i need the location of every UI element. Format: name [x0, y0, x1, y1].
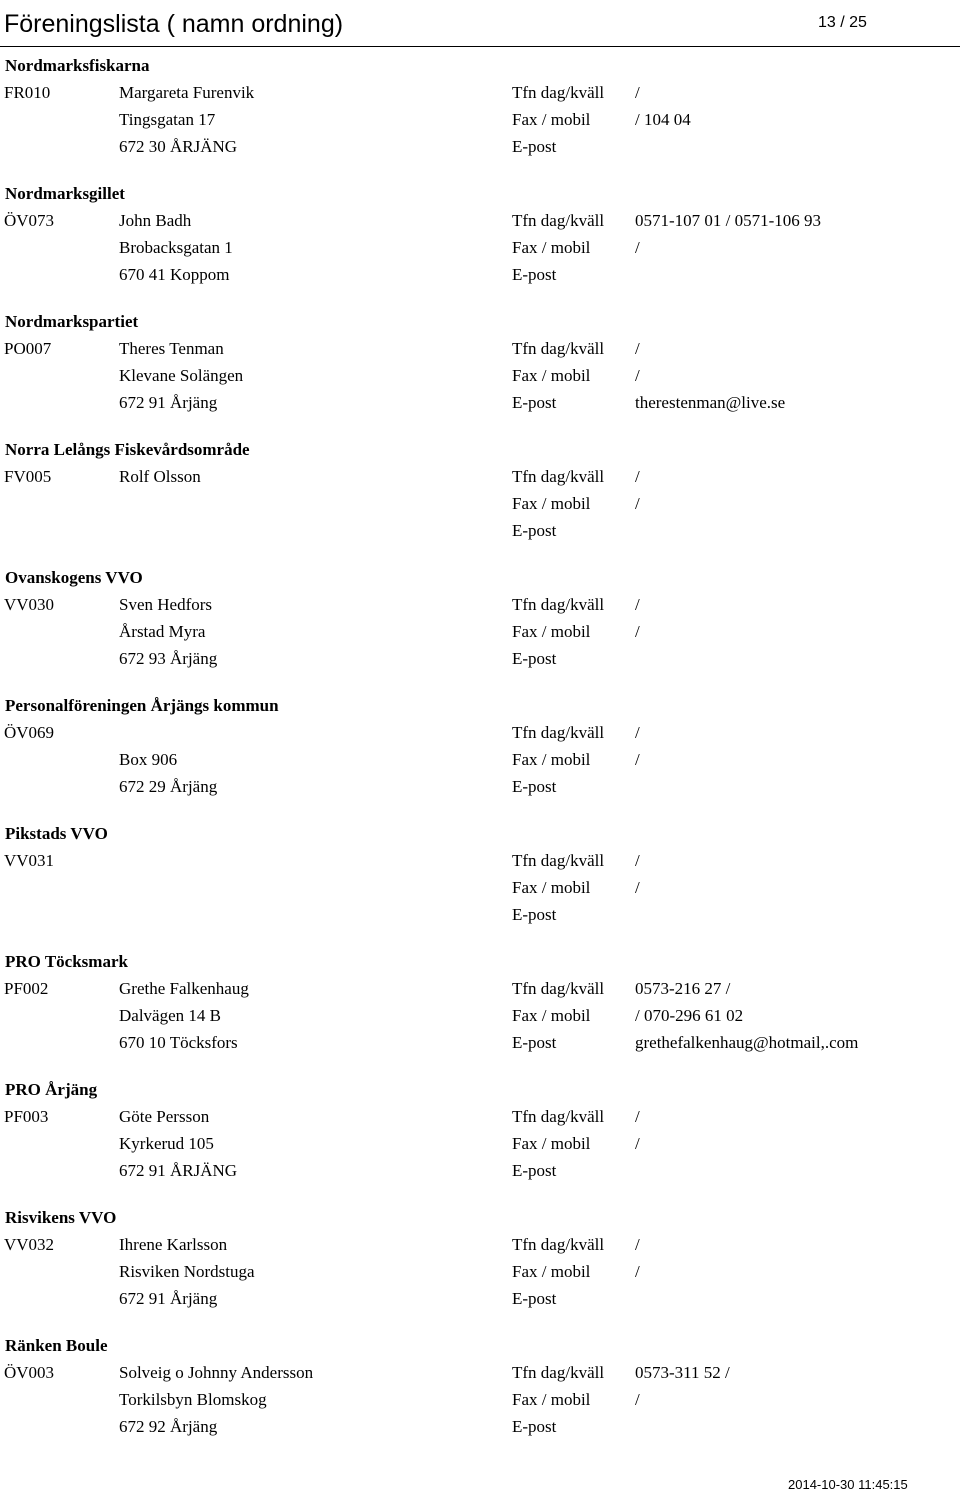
association-list	[0, 53, 960, 1461]
association-entry	[0, 565, 960, 693]
email-label: E-post	[512, 1417, 557, 1436]
phone-label: Tfn dag/kväll	[512, 339, 605, 358]
phone-label: Tfn dag/kväll	[512, 83, 605, 102]
email-label: E-post	[512, 393, 557, 412]
postal-address: 672 29 Årjäng	[119, 777, 218, 796]
fax-label: Fax / mobil	[512, 110, 591, 129]
association-code: VV032	[4, 1235, 55, 1254]
postal-address: 670 41 Koppom	[119, 265, 230, 284]
street-address: Risviken Nordstuga	[119, 1262, 255, 1281]
phone-value: /	[635, 723, 640, 742]
phone-label: Tfn dag/kväll	[512, 467, 605, 486]
phone-label: Tfn dag/kväll	[512, 1363, 605, 1382]
phone-label: Tfn dag/kväll	[512, 851, 605, 870]
fax-label: Fax / mobil	[512, 622, 591, 641]
phone-label: Tfn dag/kväll	[512, 211, 605, 230]
association-name: Personalföreningen Årjängs kommun	[5, 696, 279, 715]
fax-value: /	[635, 622, 640, 641]
contact-name: Ihrene Karlsson	[119, 1235, 228, 1254]
association-code: ÖV069	[4, 723, 55, 742]
street-address: Dalvägen 14 B	[119, 1006, 221, 1025]
association-code: VV031	[4, 851, 55, 870]
association-code: PO007	[4, 339, 52, 358]
postal-address: 670 10 Töcksfors	[119, 1033, 238, 1052]
phone-label: Tfn dag/kväll	[512, 595, 605, 614]
page-title: Föreningslista ( namn ordning)	[4, 10, 344, 38]
phone-label: Tfn dag/kväll	[512, 979, 605, 998]
email-value: therestenman@live.se	[635, 393, 786, 412]
association-entry	[0, 1205, 960, 1333]
phone-value: /	[635, 1235, 640, 1254]
email-value: grethefalkenhaug@hotmail,.com	[635, 1033, 859, 1052]
fax-label: Fax / mobil	[512, 1134, 591, 1153]
association-name: PRO Töcksmark	[5, 952, 128, 971]
association-entry	[0, 1333, 960, 1461]
association-name: PRO Årjäng	[5, 1080, 98, 1099]
association-name: Risvikens VVO	[5, 1208, 117, 1227]
fax-label: Fax / mobil	[512, 366, 591, 385]
contact-name: Margareta Furenvik	[119, 83, 255, 102]
phone-value: /	[635, 851, 640, 870]
contact-name: Sven Hedfors	[119, 595, 213, 614]
phone-value: /	[635, 339, 640, 358]
header-rule	[0, 46, 960, 47]
page-header	[0, 0, 960, 46]
email-label: E-post	[512, 1289, 557, 1308]
street-address: Kyrkerud 105	[119, 1134, 214, 1153]
email-label: E-post	[512, 905, 557, 924]
contact-name: Göte Persson	[119, 1107, 210, 1126]
street-address: Klevane Solängen	[119, 366, 244, 385]
email-label: E-post	[512, 649, 557, 668]
association-entry	[0, 949, 960, 1077]
phone-label: Tfn dag/kväll	[512, 1235, 605, 1254]
fax-value: /	[635, 1390, 640, 1409]
fax-value: / 070-296 61 02	[635, 1006, 744, 1025]
association-entry	[0, 53, 960, 181]
phone-value: /	[635, 1107, 640, 1126]
phone-value: 0573-216 27 /	[635, 979, 731, 998]
association-name: Ränken Boule	[5, 1336, 108, 1355]
contact-name: Grethe Falkenhaug	[119, 979, 249, 998]
association-code: ÖV073	[4, 211, 55, 230]
fax-label: Fax / mobil	[512, 238, 591, 257]
association-entry	[0, 693, 960, 821]
postal-address: 672 30 ÅRJÄNG	[119, 137, 238, 156]
fax-label: Fax / mobil	[512, 1262, 591, 1281]
association-name: Pikstads VVO	[5, 824, 108, 843]
association-name: Ovanskogens VVO	[5, 568, 143, 587]
street-address: Tingsgatan 17	[119, 110, 216, 129]
association-code: PF002	[4, 979, 49, 998]
phone-label: Tfn dag/kväll	[512, 723, 605, 742]
association-name: Nordmarkspartiet	[5, 312, 139, 331]
contact-name: Rolf Olsson	[119, 467, 201, 486]
fax-label: Fax / mobil	[512, 1390, 591, 1409]
phone-value: /	[635, 83, 640, 102]
association-code: ÖV003	[4, 1363, 55, 1382]
phone-label: Tfn dag/kväll	[512, 1107, 605, 1126]
fax-value: /	[635, 750, 640, 769]
association-code: FR010	[4, 83, 51, 102]
email-label: E-post	[512, 137, 557, 156]
fax-value: /	[635, 494, 640, 513]
phone-value: /	[635, 467, 640, 486]
association-entry	[0, 821, 960, 949]
association-code: FV005	[4, 467, 52, 486]
contact-name: Theres Tenman	[119, 339, 224, 358]
association-code: VV030	[4, 595, 55, 614]
fax-value: /	[635, 238, 640, 257]
association-name: Nordmarksfiskarna	[5, 56, 150, 75]
association-code: PF003	[4, 1107, 49, 1126]
page-number: 13 / 25	[818, 14, 867, 31]
fax-value: / 104 04	[635, 110, 691, 129]
postal-address: 672 92 Årjäng	[119, 1417, 218, 1436]
contact-name: John Badh	[119, 211, 192, 230]
street-address: Box 906	[119, 750, 178, 769]
association-entry	[0, 437, 960, 565]
email-label: E-post	[512, 1161, 557, 1180]
street-address: Årstad Myra	[119, 622, 206, 641]
association-entry	[0, 309, 960, 437]
fax-value: /	[635, 366, 640, 385]
association-name: Nordmarksgillet	[5, 184, 125, 203]
email-label: E-post	[512, 265, 557, 284]
postal-address: 672 91 Årjäng	[119, 1289, 218, 1308]
email-label: E-post	[512, 777, 557, 796]
contact-name: Solveig o Johnny Andersson	[119, 1363, 314, 1382]
association-entry	[0, 181, 960, 309]
phone-value: /	[635, 595, 640, 614]
postal-address: 672 91 Årjäng	[119, 393, 218, 412]
fax-value: /	[635, 1134, 640, 1153]
phone-value: 0573-311 52 /	[635, 1363, 730, 1382]
fax-value: /	[635, 1262, 640, 1281]
association-entry	[0, 1077, 960, 1205]
fax-label: Fax / mobil	[512, 494, 591, 513]
street-address: Brobacksgatan 1	[119, 238, 233, 257]
postal-address: 672 93 Årjäng	[119, 649, 218, 668]
fax-label: Fax / mobil	[512, 750, 591, 769]
street-address: Torkilsbyn Blomskog	[119, 1390, 267, 1409]
fax-label: Fax / mobil	[512, 878, 591, 897]
email-label: E-post	[512, 1033, 557, 1052]
fax-value: /	[635, 878, 640, 897]
print-timestamp: 2014-10-30 11:45:15	[788, 1477, 908, 1492]
fax-label: Fax / mobil	[512, 1006, 591, 1025]
phone-value: 0571-107 01 / 0571-106 93	[635, 211, 822, 230]
association-name: Norra Lelångs Fiskevårdsområde	[5, 440, 250, 459]
email-label: E-post	[512, 521, 557, 540]
postal-address: 672 91 ÅRJÄNG	[119, 1161, 238, 1180]
